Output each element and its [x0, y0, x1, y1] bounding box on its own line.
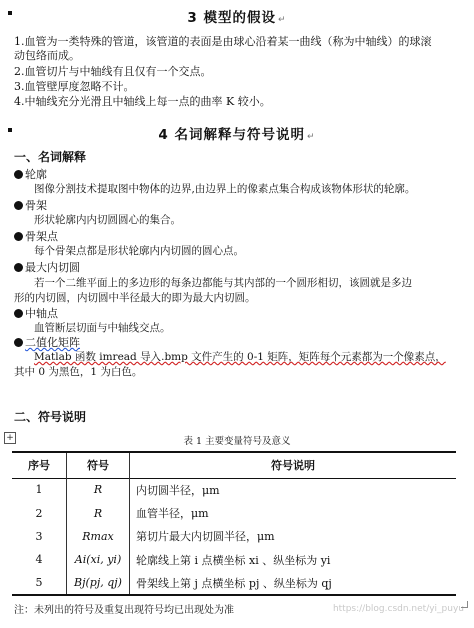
table-header-row: [12, 452, 456, 478]
page-corner-mark: [461, 601, 468, 608]
term-max-inscribed-circle: 最大内切圆: [14, 260, 80, 275]
row-no: 5: [35, 576, 43, 590]
term-contour: 轮廓: [14, 167, 47, 182]
bullet-dot-icon: [14, 201, 23, 210]
header-desc: 符号说明: [130, 452, 457, 478]
assumption-2: 2.血管切片与中轴线有且仅有一个交点。: [14, 65, 212, 78]
assumption-1b: 动包络而成。: [14, 49, 80, 62]
term-binary-matrix-def-1: Matlab 函数 imread 导入.bmp 文件产生的 0-1 矩阵，矩阵每个元素都为一个像素点，: [34, 351, 446, 363]
row-symbol: R: [67, 478, 130, 501]
table-row: [12, 548, 456, 571]
bullet-dot-icon: [14, 170, 23, 179]
table-row: [12, 525, 456, 548]
terms-subheading: 一、名词解释: [14, 150, 87, 164]
table-caption: 表 1 主要变量符号及意义: [183, 436, 291, 447]
row-desc: 血管半径，μm: [130, 501, 457, 524]
bullet-dot-icon: [14, 263, 23, 272]
row-symbol: Ai(xi, yi): [67, 548, 130, 571]
table-row: [12, 478, 456, 501]
row-desc: 骨架线上第 j 点横坐标 pj 、纵坐标为 qj: [130, 572, 457, 595]
term-binary-matrix: 二值化矩阵: [14, 335, 80, 350]
term-axis-point-def: 血管断层切面与中轴线交点。: [34, 322, 171, 334]
term-contour-def: 图像分割技术提取图中物体的边界,由边界上的像素点集合构成该物体形状的轮廓。: [34, 183, 416, 195]
row-desc: 轮廓线上第 i 点横坐标 xi 、纵坐标为 yi: [130, 548, 457, 571]
term-binary-matrix-def-2: 其中 0 为黑色，1 为白色。: [14, 366, 143, 378]
bullet-dot-icon: [14, 309, 23, 318]
bullet-dot-icon: [14, 338, 23, 347]
row-symbol: Bj(pj, qj): [67, 572, 130, 595]
row-no: 3: [35, 529, 43, 543]
row-symbol: R: [67, 501, 130, 524]
table-note: 注：未列出的符号及重复出现符号均已出现处为准: [14, 605, 234, 616]
assumption-1a: 1.血管为一类特殊的管道，该管道的表面是由球心沿着某一曲线（称为中轴线）的球滚: [14, 35, 432, 48]
watermark: https://blog.csdn.net/yi_puyu: [332, 604, 464, 614]
assumption-3: 3.血管壁厚度忽略不计。: [14, 80, 135, 93]
table-row: [12, 501, 456, 524]
header-no: 序号: [28, 459, 50, 473]
row-no: 2: [35, 506, 43, 520]
bullet-dot-icon: [14, 232, 23, 241]
section-4-title: 4 名词解释与符号说明: [158, 127, 306, 143]
table-move-handle-icon[interactable]: +: [4, 432, 16, 444]
symbol-table: [12, 451, 456, 596]
assumption-4: 4.中轴线充分光滑且中轴线上每一点的曲率 K 较小。: [14, 95, 271, 108]
term-axis-point: 中轴点: [14, 306, 58, 321]
section-3-header: 3 模型的假设 ↵: [0, 6, 474, 26]
term-skeleton-point-def: 每个骨架点都是形状轮廓内内切圆的圆心点。: [34, 245, 244, 257]
row-no: 4: [35, 553, 43, 567]
term-max-circle-def-2: 形的内切圆，内切圆中半径最大的即为最大内切圆。: [14, 292, 256, 304]
row-desc: 第切片最大内切圆半径，μm: [130, 525, 457, 548]
section-4-header: 4 名词解释与符号说明 ↵: [0, 123, 474, 143]
header-symbol: 符号: [67, 452, 130, 478]
term-skeleton: 骨架: [14, 198, 47, 213]
row-symbol: Rmax: [67, 525, 130, 548]
section-3-title: 3 模型的假设: [187, 10, 277, 26]
row-desc: 内切圆半径，μm: [130, 478, 457, 501]
table-row: [12, 572, 456, 595]
term-max-circle-def-1: 若一个二维平面上的多边形的每条边都能与其内部的一个圆形相切，该圆就是多边: [34, 277, 412, 289]
term-skeleton-def: 形状轮廓内内切圆圆心的集合。: [34, 214, 181, 226]
term-skeleton-point: 骨架点: [14, 229, 58, 244]
row-no: 1: [35, 483, 43, 497]
symbols-subheading: 二、符号说明: [14, 410, 87, 424]
